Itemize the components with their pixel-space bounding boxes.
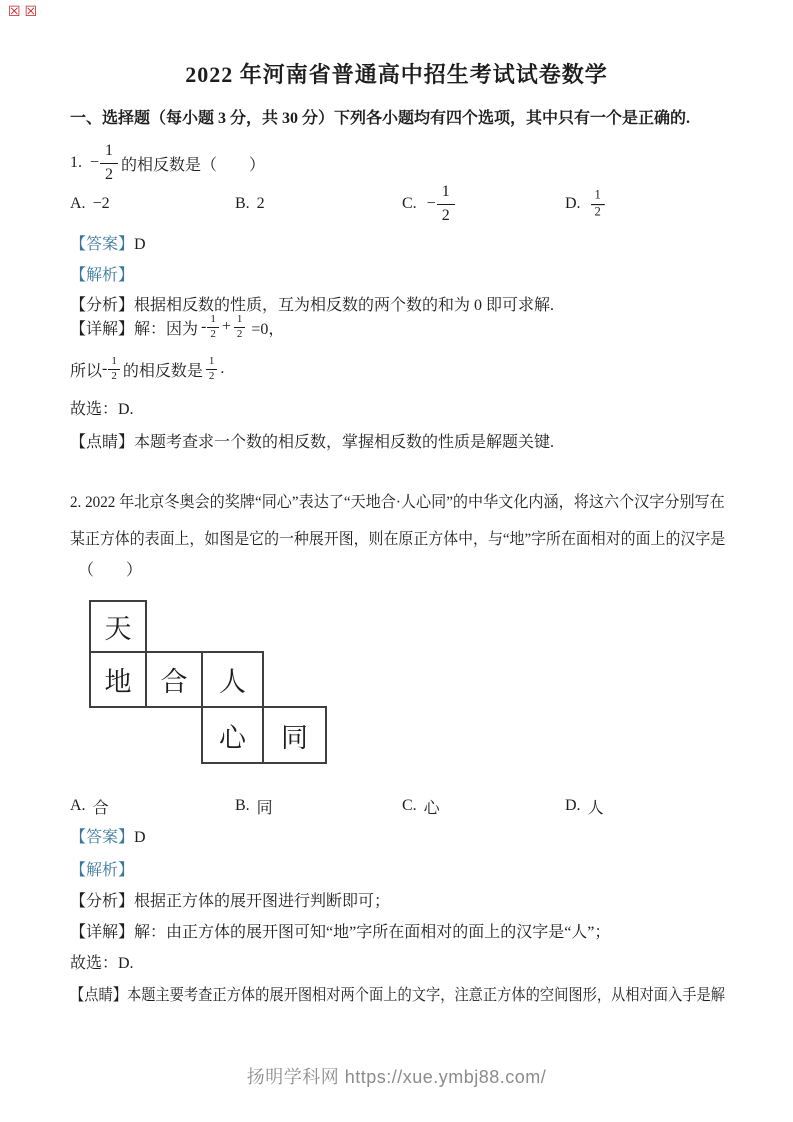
- q1-option-c: [402, 176, 458, 232]
- option-label: A.: [70, 797, 86, 814]
- fraction-half: [206, 356, 218, 382]
- net-cell-1: 天: [89, 600, 147, 653]
- q2-note-line: 【点睛】本题主要考查正方体的展开图相对两个面上的文字，注意正方体的空间图形，从相对面入手是解: [70, 987, 725, 1004]
- option-label: B.: [235, 195, 250, 212]
- fraction-numerator: 1: [206, 356, 218, 370]
- option-value: 人: [587, 799, 604, 817]
- detail-text: 【详解】解：因为: [70, 320, 199, 338]
- detail-text: =0，: [251, 320, 285, 338]
- plus-operator: +: [221, 318, 231, 335]
- q2-answer-line: [70, 824, 146, 847]
- q2-stem-line3: （ ）: [78, 562, 143, 579]
- q1-conclusion-line: [70, 348, 224, 390]
- fraction-stack: [591, 189, 604, 219]
- fraction-numerator: 1: [207, 314, 219, 328]
- fraction-denominator: 2: [208, 370, 215, 382]
- fraction-negative-half: [201, 314, 219, 340]
- option-value: −2: [92, 195, 110, 212]
- option-value: 同: [256, 799, 273, 817]
- option-label: C.: [402, 797, 417, 814]
- option-value: 2: [256, 195, 265, 212]
- q2-stem-line2: 某正方体的表面上，如图是它的一种展开图，则在原正方体中，与“地”字所在面相对的面上的汉字是: [70, 531, 726, 548]
- q1-note-line: 【点睛】本题考查求一个数的相反数，掌握相反数的性质是解题关键.: [70, 434, 555, 451]
- q1-stem-text: 的相反数是（ ）: [121, 156, 266, 174]
- fraction-numerator: 1: [234, 314, 246, 328]
- fraction-sign: −: [90, 154, 100, 171]
- q1-option-a: [70, 176, 110, 232]
- q1-answer-line: [70, 231, 146, 254]
- net-cell-6: 同: [262, 706, 327, 764]
- fraction-stack: [206, 356, 218, 382]
- fraction-stack: [234, 314, 246, 340]
- option-label: A.: [70, 195, 86, 212]
- net-cell-3: 合: [145, 651, 203, 708]
- option-label: D.: [565, 195, 581, 212]
- cube-net-diagram: [89, 600, 331, 766]
- q2-detail-line: 【详解】解：由正方体的展开图可知“地”字所在面相对的面上的汉字是“人”；: [70, 924, 611, 941]
- q1-analysis-text: 【分析】根据相反数的性质，互为相反数的两个数的和为 0 即可求解.: [70, 297, 555, 314]
- fraction-negative-half: [427, 182, 455, 226]
- net-cell-2: 地: [89, 651, 147, 708]
- q1-number: 1.: [70, 154, 82, 171]
- fraction-stack: [207, 314, 219, 340]
- q2-option-c: [402, 792, 440, 820]
- net-cell-5: 心: [201, 706, 264, 764]
- conclusion-text: .: [220, 360, 225, 377]
- fraction-numerator: 1: [591, 189, 604, 205]
- fraction-stack: [437, 182, 455, 226]
- q2-option-d: [565, 792, 604, 820]
- q1-option-b: [235, 176, 265, 232]
- q2-analysis-text: 【分析】根据正方体的展开图进行判断即可；: [70, 893, 391, 910]
- section-header: 一、选择题（每小题 3 分，共 30 分）下列各小题均有四个选项，其中只有一个是正确的.: [70, 110, 691, 127]
- net-cell-4: 人: [201, 651, 264, 708]
- q2-options: [70, 792, 730, 820]
- answer-tag: 【答案】: [70, 236, 135, 253]
- option-value: 合: [92, 799, 109, 817]
- q1-option-d: [565, 176, 605, 232]
- missing-image-icon: ☒☒: [8, 4, 42, 20]
- q1-choice-line: 故选：D.: [70, 401, 134, 418]
- fraction-numerator: 1: [108, 356, 120, 370]
- fraction-half: [234, 314, 246, 340]
- watermark-footer: 扬明学科网 https://xue.ymbj88.com/: [246, 1067, 547, 1087]
- fraction-half: [591, 189, 604, 219]
- fraction-denominator: 2: [111, 370, 117, 382]
- answer-value: D: [134, 236, 146, 253]
- q1-options: [70, 176, 730, 232]
- q2-option-a: [70, 792, 109, 820]
- option-label: D.: [565, 797, 581, 814]
- fraction-denominator: 2: [105, 166, 114, 183]
- fraction-stack: [108, 356, 120, 382]
- fraction-numerator: 1: [437, 182, 455, 205]
- fraction-numerator: 1: [100, 141, 118, 164]
- q2-choice-line: 故选：D.: [70, 955, 134, 972]
- q2-analysis-tag: 【解析】: [70, 862, 135, 879]
- q1-analysis-tag: 【解析】: [70, 267, 135, 284]
- option-value: 心: [423, 799, 440, 817]
- fraction-negative-half: [102, 356, 120, 382]
- fraction-sign: -: [102, 360, 108, 377]
- answer-value: D: [134, 829, 146, 846]
- q2-option-b: [235, 792, 273, 820]
- fraction-denominator: 2: [441, 207, 450, 224]
- conclusion-text: 的相反数是: [122, 362, 203, 380]
- fraction-denominator: 2: [594, 205, 601, 219]
- option-label: B.: [235, 797, 250, 814]
- conclusion-text: 所以: [70, 362, 103, 380]
- fraction-denominator: 2: [236, 328, 243, 340]
- fraction-sign: −: [426, 195, 436, 212]
- q1-detail-line: [70, 306, 284, 348]
- option-label: C.: [402, 195, 417, 212]
- fraction-denominator: 2: [210, 328, 216, 340]
- answer-tag: 【答案】: [70, 829, 135, 846]
- page-title: 2022 年河南省普通高中招生考试试卷数学: [185, 62, 608, 87]
- q2-stem-line1: 2. 2022 年北京冬奥会的奖牌“同心”表达了“天地合·人心同”的中华文化内涵，将这六个汉字分别写在: [70, 494, 725, 511]
- fraction-sign: -: [201, 318, 207, 335]
